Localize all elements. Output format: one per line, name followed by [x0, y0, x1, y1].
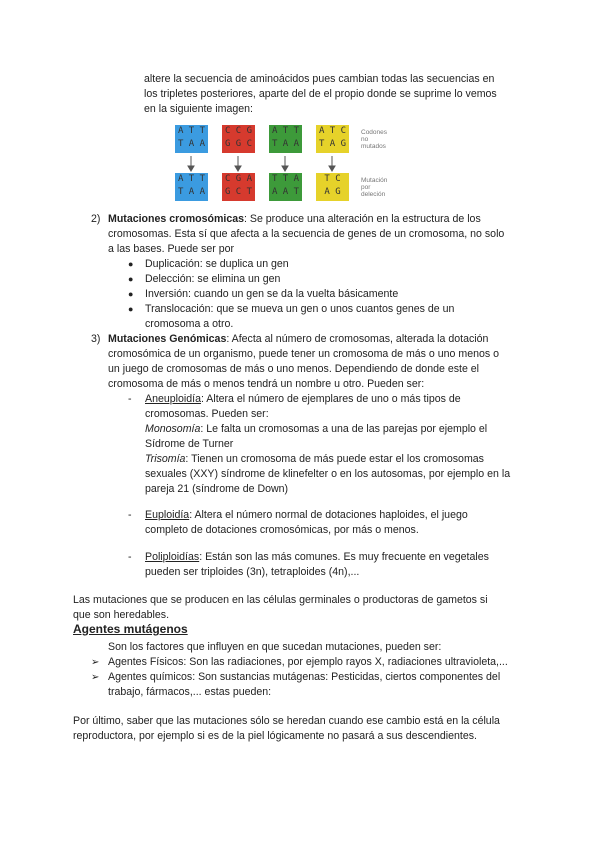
codon-top-2: C C G G G C [222, 125, 255, 153]
bullet-icon: ● [128, 304, 134, 314]
item-3-line-1 [108, 332, 488, 347]
bullet-duplicacion: Duplicación: se duplica un gen [145, 258, 289, 270]
aneuploidia-term: Aneuploidía [145, 393, 201, 405]
monosomia-term: Monosomía [145, 423, 201, 435]
item-3-title: Mutaciones Genómicas [108, 333, 227, 345]
item-2-line-2: cromosomas. Esta sí que afecta a la secuencia de genes de un cromosoma, no solo [108, 228, 505, 240]
agentes-intro: Son los factores que influyen en que sucedan mutaciones, pueden ser: [108, 641, 442, 653]
bullet-inversion: Inversión: cuando un gen se da la vuelta básicamente [145, 288, 399, 300]
trisomia-text: : Tienen un cromosoma de más puede estar el los cromosomas [185, 453, 484, 465]
trisomia-line-1 [145, 452, 484, 467]
codon-top-1: A T T T A A [175, 125, 208, 153]
trisomia-term: Trisomía [145, 453, 186, 465]
bullet-icon: ● [128, 289, 134, 299]
agentes-quimicos: Agentes químicos: Son sustancias mutágenas: Pesticidas, ciertos componentes del [108, 671, 501, 683]
codon-top-4: A T C T A G [316, 125, 349, 153]
bullet-icon: ● [128, 259, 134, 269]
poliploidias-term: Poliploidías [145, 551, 200, 563]
euploidia-term: Euploidía [145, 509, 190, 521]
item-2-text: : Se produce una alteración en la estructura de los [244, 213, 481, 225]
monosomia-line-1 [145, 422, 487, 437]
codon-bottom-2: C G A G C T [222, 173, 255, 201]
poliploidias-text: : Están son las más comunes. Es muy frecuente en vegetales [199, 551, 489, 563]
conclusion-line-2: reproductora, por ejemplo si es de la piel lógicamente no pasará a sus descendientes. [73, 730, 477, 742]
germinal-line-2: que son heredables. [73, 609, 170, 621]
euploidia-line-1 [145, 508, 468, 523]
bullet-translocacion-cont: cromosoma a otro. [145, 318, 234, 330]
codon-bottom-1: A T T T A A [175, 173, 208, 201]
agentes-heading: Agentes mutágenos [73, 622, 188, 636]
item-3-line-2: cromosómica de un organismo, puede tener un cromosoma de más o uno menos o [108, 348, 500, 360]
arrow-bullet-icon: ➢ [91, 657, 100, 668]
aneuploidia-line-1 [145, 392, 461, 407]
item-2-title: Mutaciones cromosómicas [108, 213, 244, 225]
intro-line-2: los tripletes posteriores, aparte del de el propio donde se suprime lo vemos [144, 88, 497, 100]
agentes-fisicos: Agentes Físicos: Son las radiaciones, por ejemplo rayos X, radiaciones ultravioleta,... [108, 656, 508, 668]
dash-marker: - [128, 509, 132, 521]
codon-deletion-figure [175, 123, 435, 205]
mutation-arrows [175, 153, 355, 173]
monosomia-line-2: Sídrome de Turner [145, 438, 234, 450]
germinal-line-1: Las mutaciones que se producen en las células germinales o productoras de gametos si [73, 594, 488, 606]
aneuploidia-text: : Altera el número de ejemplares de uno o más tipos de [200, 393, 461, 405]
monosomia-text: : Le falta un cromosomas a una de las parejas por ejemplo el [200, 423, 488, 435]
dash-marker: - [128, 551, 132, 563]
intro-line-1: altere la secuencia de aminoácidos pues cambian todas las secuencias en [144, 73, 495, 85]
codon-top-3: A T T T A A [269, 125, 302, 153]
bullet-icon: ● [128, 274, 134, 284]
codon-bottom-3: T T A A A T [269, 173, 302, 201]
aneuploidia-line-2: cromosomas. Pueden ser: [145, 408, 269, 420]
item-2-number: 2) [91, 213, 101, 225]
euploidia-line-2: completo de dotaciones cromosómicas, por más o menos. [145, 524, 419, 536]
poliploidias-line-2: pueden ser triploides (3n), tetraploides (4n),... [145, 566, 360, 578]
agentes-quimicos-line-2: trabajo, fármacos,... estas pueden: [108, 686, 272, 698]
intro-line-3: en la siguiente imagen: [144, 103, 253, 115]
dash-marker: - [128, 393, 132, 405]
trisomia-line-2: sexuales (XXY) síndrome de klinefelter o en los autosomas, por ejemplo en la [145, 468, 511, 480]
poliploidias-line-1 [145, 550, 489, 565]
codon-bottom-4: T C A G [316, 173, 349, 201]
item-2-line-3: a las bases. Puede ser por [108, 243, 235, 255]
trisomia-line-3: pareja 21 (síndrome de Down) [145, 483, 289, 495]
label-unmutated: Codones no mutados [361, 129, 388, 150]
euploidia-text: : Altera el número normal de dotaciones haploides, el juego [189, 509, 468, 521]
bullet-delecion: Delección: se elimina un gen [145, 273, 281, 285]
item-2-line-1 [108, 212, 481, 227]
item-3-text: : Afecta al número de cromosomas, alterada la dotación [226, 333, 489, 345]
label-deletion: Mutación por deleción [361, 177, 388, 198]
item-3-line-4: cromosoma de más o menos tendrá un nombre u otro. Pueden ser: [108, 378, 425, 390]
arrow-bullet-icon: ➢ [91, 672, 100, 683]
bullet-translocacion: Translocación: que se mueva un gen o unos cuantos genes de un [145, 303, 455, 315]
item-3-line-3: un juego de cromosomas de más o uno menos. Dependiendo de donde este el [108, 363, 480, 375]
conclusion-line-1: Por último, saber que las mutaciones sólo se heredan cuando ese cambio está en la célula [73, 715, 500, 727]
item-3-number: 3) [91, 333, 101, 345]
